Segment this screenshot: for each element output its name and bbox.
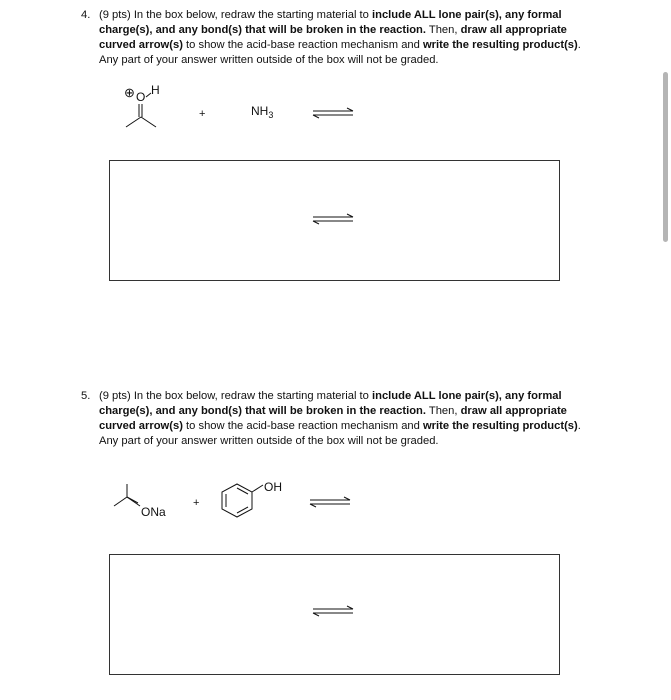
positive-charge-icon: ⊕ <box>124 85 135 100</box>
equilibrium-arrow-icon <box>311 213 355 227</box>
scrollbar[interactable] <box>663 72 668 242</box>
oxygen-label: O <box>136 90 146 104</box>
hydrogen-label: H <box>151 83 160 97</box>
equilibrium-arrow-icon <box>313 108 353 118</box>
oh-label: OH <box>264 480 282 494</box>
question-text: (9 pts) In the box below, redraw the starting material to include ALL lone pair(s), any formal charge(s), and any bond(s) that will be broken in the reaction. Then, draw all appropriate curved arrow(s) to show the acid-base reaction mechanism and write the resulting product(s). Any part of your answer written outside of the box will not be graded. <box>99 9 581 66</box>
question-5 <box>75 389 595 449</box>
equilibrium-arrow-icon <box>311 605 355 619</box>
answer-box-5[interactable] <box>109 554 560 675</box>
question-number: 5. <box>81 390 91 402</box>
phenol <box>222 480 282 517</box>
equilibrium-arrow-icon <box>310 497 350 507</box>
question-text: (9 pts) In the box below, redraw the starting material to include ALL lone pair(s), any formal charge(s), and any bond(s) that will be broken in the reaction. Then, draw all appropriate curved arrow(s) to show the acid-base reaction mechanism and write the resulting product(s). Any part of your answer written outside of the box will not be graded. <box>99 390 581 447</box>
reaction-5 <box>0 460 671 540</box>
plus-sign: + <box>193 497 200 509</box>
ammonia-label: $NH_3$ <box>251 104 274 120</box>
question-number: 4. <box>81 9 91 21</box>
answer-box-4[interactable] <box>109 160 560 281</box>
plus-sign: + <box>199 108 206 120</box>
ona-label: ONa <box>141 505 166 519</box>
protonated-acetone <box>124 83 160 127</box>
sodium-tert-butoxide <box>114 484 166 519</box>
reaction-4 <box>0 0 671 160</box>
